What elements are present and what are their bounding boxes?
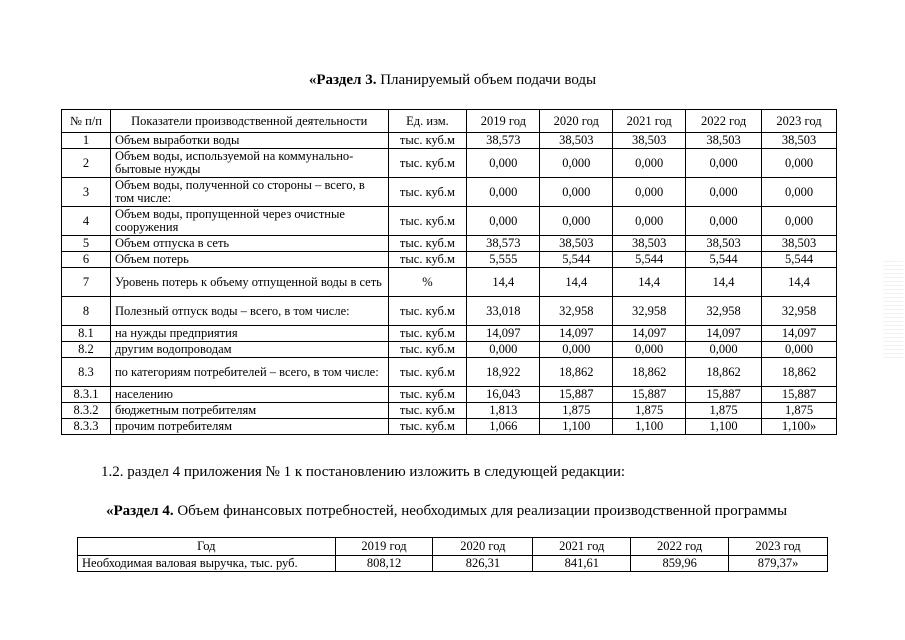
value-cell: 1,100 [613,419,686,435]
table-row [62,358,837,387]
value-cell: 15,887 [762,387,837,403]
value-cell: 1,875 [540,403,613,419]
value-cell: 38,503 [613,236,686,252]
value-cell: 0,000 [762,207,837,236]
row-number-cell: 8.2 [62,342,111,358]
table-row [62,403,837,419]
value-cell: 859,96 [631,556,729,572]
row-number-cell: 8.3.2 [62,403,111,419]
indicator-cell: Объем воды, используемой на коммунально-бытовые нужды [110,149,388,178]
value-cell: 841,61 [533,556,631,572]
value-cell: 14,097 [762,326,837,342]
value-cell: 0,000 [613,178,686,207]
column-header: 2021 год [533,538,631,556]
indicator-cell: бюджетным потребителям [110,403,388,419]
value-cell: 18,862 [686,358,762,387]
water-supply-table [61,109,837,435]
financial-needs-table [77,537,828,572]
unit-cell: тыс. куб.м [388,149,467,178]
section-4-title [106,503,787,520]
value-cell: 0,000 [686,149,762,178]
column-header: Год [78,538,336,556]
value-cell: 0,000 [467,149,540,178]
value-cell: 0,000 [762,149,837,178]
unit-cell: тыс. куб.м [388,419,467,435]
value-cell: 879,37» [729,556,828,572]
value-cell: 18,862 [762,358,837,387]
unit-cell: тыс. куб.м [388,326,467,342]
value-cell: 14,4 [686,268,762,297]
indicator-cell: Объем выработки воды [110,133,388,149]
indicator-cell: Необходимая валовая выручка, тыс. руб. [78,556,336,572]
value-cell: 14,4 [762,268,837,297]
row-number-cell: 7 [62,268,111,297]
value-cell: 14,097 [540,326,613,342]
table-row [62,207,837,236]
unit-cell: тыс. куб.м [388,297,467,326]
value-cell: 5,544 [613,252,686,268]
value-cell: 14,097 [467,326,540,342]
column-header: 2023 год [729,538,828,556]
value-cell: 38,503 [540,133,613,149]
value-cell: 14,097 [686,326,762,342]
value-cell: 5,544 [762,252,837,268]
value-cell: 32,958 [613,297,686,326]
paragraph-1-2: 1.2. раздел 4 приложения № 1 к постановлению изложить в следующей редакции: [101,464,626,480]
table-row [62,178,837,207]
scan-noise [883,258,903,358]
unit-cell: тыс. куб.м [388,403,467,419]
value-cell: 0,000 [467,178,540,207]
value-cell: 14,4 [540,268,613,297]
value-cell: 0,000 [762,342,837,358]
indicator-cell: Уровень потерь к объему отпущенной воды в сеть [110,268,388,297]
column-header: 2022 год [686,110,762,133]
section-4-title-rest: Объем финансовых потребностей, необходимых для реализации производственной программы [173,503,788,519]
value-cell: 0,000 [686,207,762,236]
value-cell: 16,043 [467,387,540,403]
value-cell: 38,503 [762,236,837,252]
value-cell: 0,000 [613,342,686,358]
value-cell: 0,000 [613,207,686,236]
row-number-cell: 1 [62,133,111,149]
row-number-cell: 2 [62,149,111,178]
unit-cell: тыс. куб.м [388,358,467,387]
value-cell: 0,000 [467,342,540,358]
value-cell: 0,000 [540,149,613,178]
value-cell: 0,000 [540,207,613,236]
indicator-cell: Полезный отпуск воды – всего, в том числе: [110,297,388,326]
row-number-cell: 8 [62,297,111,326]
indicator-cell: Объем воды, пропущенной через очистные сооружения [110,207,388,236]
column-header: № п/п [62,110,111,133]
table-row [62,419,837,435]
row-number-cell: 8.3.3 [62,419,111,435]
value-cell: 38,573 [467,133,540,149]
row-number-cell: 8.3.1 [62,387,111,403]
value-cell: 1,066 [467,419,540,435]
value-cell: 826,31 [433,556,533,572]
value-cell: 0,000 [686,342,762,358]
row-number-cell: 3 [62,178,111,207]
value-cell: 0,000 [686,178,762,207]
column-header: 2023 год [762,110,837,133]
value-cell: 15,887 [613,387,686,403]
column-header: 2020 год [433,538,533,556]
row-number-cell: 8.1 [62,326,111,342]
section-3-title-bold: «Раздел 3. [308,72,377,88]
table-row [62,387,837,403]
indicator-cell: по категориям потребителей – всего, в том числе: [110,358,388,387]
table-header-row [62,110,837,133]
value-cell: 0,000 [540,342,613,358]
table-row [62,326,837,342]
row-number-cell: 6 [62,252,111,268]
value-cell: 32,958 [762,297,837,326]
value-cell: 1,875 [762,403,837,419]
value-cell: 1,875 [686,403,762,419]
row-number-cell: 5 [62,236,111,252]
value-cell: 38,503 [686,236,762,252]
value-cell: 15,887 [686,387,762,403]
table-header-row [78,538,828,556]
value-cell: 14,4 [467,268,540,297]
value-cell: 0,000 [762,178,837,207]
table-row [62,252,837,268]
value-cell: 38,503 [540,236,613,252]
table-row [78,556,828,572]
unit-cell: тыс. куб.м [388,133,467,149]
unit-cell: % [388,268,467,297]
value-cell: 18,862 [540,358,613,387]
value-cell: 38,503 [686,133,762,149]
value-cell: 38,503 [613,133,686,149]
table-row [62,342,837,358]
section-4-title-bold: «Раздел 4. [106,503,174,519]
value-cell: 5,544 [686,252,762,268]
value-cell: 18,862 [613,358,686,387]
section-3-title [0,72,905,89]
indicator-cell: Объем отпуска в сеть [110,236,388,252]
column-header: 2021 год [613,110,686,133]
table-row [62,133,837,149]
column-header: 2022 год [631,538,729,556]
table-row [62,268,837,297]
table-row [62,236,837,252]
table-row [62,297,837,326]
value-cell: 33,018 [467,297,540,326]
value-cell: 14,4 [613,268,686,297]
indicator-cell: прочим потребителям [110,419,388,435]
unit-cell: тыс. куб.м [388,207,467,236]
value-cell: 1,100» [762,419,837,435]
value-cell: 38,573 [467,236,540,252]
row-number-cell: 4 [62,207,111,236]
value-cell: 0,000 [613,149,686,178]
indicator-cell: на нужды предприятия [110,326,388,342]
value-cell: 32,958 [540,297,613,326]
column-header: Ед. изм. [388,110,467,133]
value-cell: 808,12 [335,556,433,572]
unit-cell: тыс. куб.м [388,342,467,358]
unit-cell: тыс. куб.м [388,178,467,207]
value-cell: 18,922 [467,358,540,387]
column-header: Показатели производственной деятельности [110,110,388,133]
value-cell: 5,544 [540,252,613,268]
unit-cell: тыс. куб.м [388,252,467,268]
value-cell: 1,100 [540,419,613,435]
value-cell: 0,000 [467,207,540,236]
value-cell: 32,958 [686,297,762,326]
indicator-cell: другим водопроводам [110,342,388,358]
table-row [62,149,837,178]
value-cell: 38,503 [762,133,837,149]
column-header: 2020 год [540,110,613,133]
value-cell: 14,097 [613,326,686,342]
column-header: 2019 год [467,110,540,133]
value-cell: 5,555 [467,252,540,268]
unit-cell: тыс. куб.м [388,387,467,403]
column-header: 2019 год [335,538,433,556]
indicator-cell: Объем потерь [110,252,388,268]
value-cell: 1,100 [686,419,762,435]
value-cell: 1,875 [613,403,686,419]
value-cell: 0,000 [540,178,613,207]
value-cell: 1,813 [467,403,540,419]
value-cell: 15,887 [540,387,613,403]
unit-cell: тыс. куб.м [388,236,467,252]
row-number-cell: 8.3 [62,358,111,387]
indicator-cell: Объем воды, полученной со стороны – всего, в том числе: [110,178,388,207]
section-3-title-rest: Планируемый объем подачи воды [376,72,597,88]
indicator-cell: населению [110,387,388,403]
